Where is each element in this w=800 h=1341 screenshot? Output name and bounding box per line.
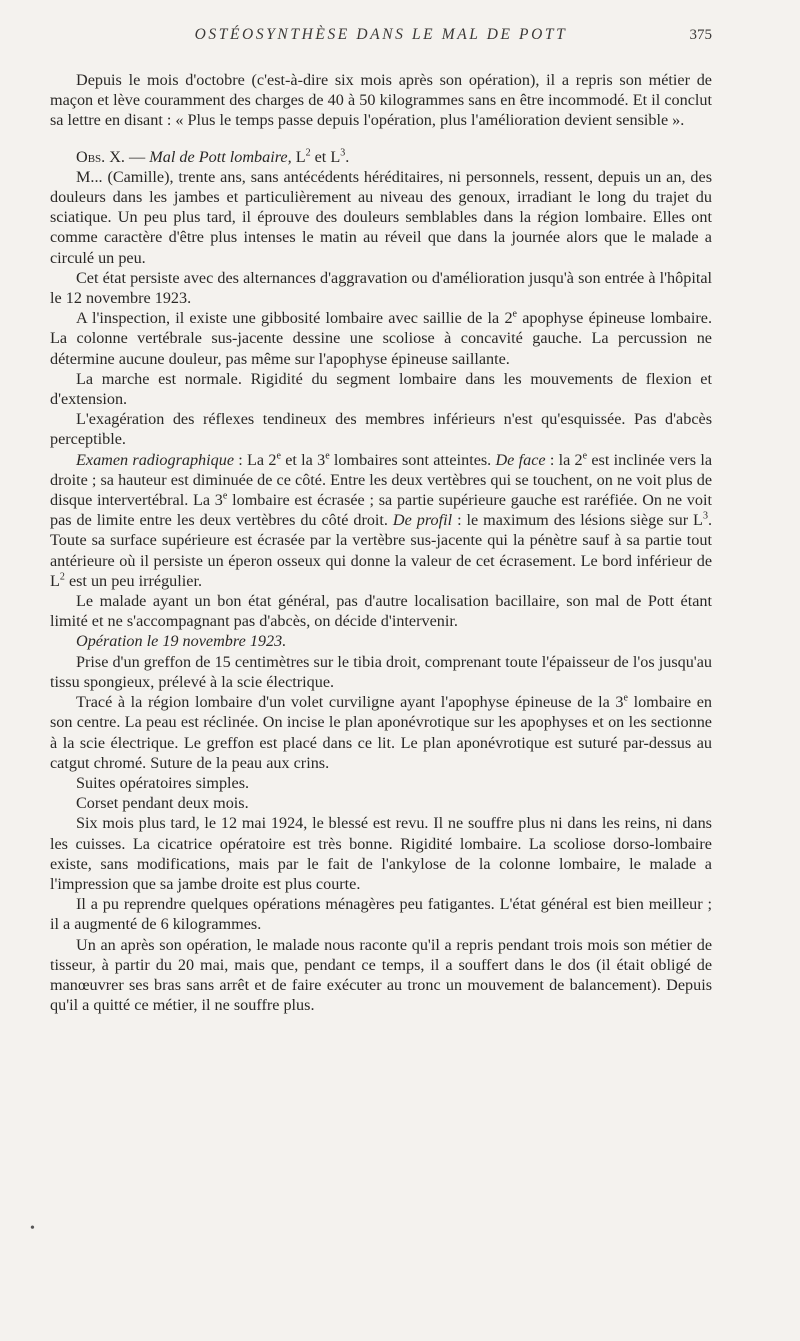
observation-label: Obs. X. <box>76 147 125 166</box>
paragraph-radiography: Examen radiographique : La 2e et la 3e lombaires sont atteintes. De face : la 2e est inclinée vers la droite ; sa hauteur est diminuée de ce côté. Entre les deux vertèbres qui se touchent, on ne voit plus de disque intervertébral. La 3e lombaire est écrasée ; sa partie supérieure gauche est raréfiée. On ne voit pas de limite entre les deux vertèbres du côté droit. De profil : le maximum des lésions siège sur $L^3$. Toute sa surface supérieure est écrasée par la vertèbre sus-jacente qui la pénètre sauf à sa partie tout antérieure où il persiste un éperon osseux qui donne la valeur de cet écrasement. Le bord inférieur de $L^2$ est un peu irrégulier. <box>50 450 713 590</box>
paragraph-gait: La marche est normale. Rigidité du segment lombaire dans les mouvements de flexion et d'extension. <box>50 369 712 409</box>
paragraph-corset: Corset pendant deux mois. <box>76 794 249 813</box>
radiography-title: Examen radiographique <box>76 450 235 469</box>
paragraph-general-state: Il a pu reprendre quelques opérations ménagères peu fatigantes. L'état général est bien meilleur ; il a augmenté de 6 kilogrammes. <box>50 895 712 934</box>
paragraph-reflexes: L'exagération des réflexes tendineux des membres inférieurs n'est qu'esquissée. Pas d'abcès perceptible. <box>50 410 712 449</box>
margin-mark: • <box>30 1221 35 1236</box>
paragraph-letter-conclusion: Depuis le mois d'octobre (c'est-à-dire six mois après son opération), il a repris son métier de maçon et lève couramment des charges de 40 à 50 kilogrammes sans en être incommodé. Et il conclut sa lettre en disant : « Plus le temps passe depuis l'opération, plus l'amélioration devient sensible ». <box>50 71 712 130</box>
paragraph-admission: Cet état persiste avec des alternances d'aggravation ou d'amélioration jusqu'à son entrée à l'hôpital le 12 novembre 1923. <box>50 268 712 308</box>
page-header <box>50 26 712 50</box>
paragraph-graft: Prise d'un greffon de 15 centimètres sur le tibia droit, comprenant toute l'épaisseur de l'os jusqu'au tissu spongieux, prélevé à la scie électrique. <box>50 652 712 691</box>
body-text <box>50 70 712 1015</box>
paragraph-inspection: A l'inspection, il existe une gibbosité lombaire avec saillie de la 2e apophyse épineuse lombaire. La colonne vertébrale sus-jacente dessine une scoliose à concavité gauche. La percussion ne détermine aucune douleur, pas même sur l'apophyse épineuse saillante. <box>50 308 712 368</box>
paragraph-operation-date: Opération le 19 novembre 1923. <box>76 632 287 651</box>
paragraph-decision: Le malade ayant un bon état général, pas d'autre localisation bacillaire, son mal de Pott étant limité et ne s'accompagnant pas d'abcès, on décide d'intervenir. <box>50 592 712 631</box>
paragraph-postop: Suites opératoires simples. <box>76 773 250 792</box>
paragraph-one-year: Un an après son opération, le malade nous raconte qu'il a repris pendant trois mois son métier de tisseur, à partir du 20 mai, mais que, pendant ce temps, il a souffert dans le dos (il était obligé de manœuvrer ses bras sans arrêt et de faire exécuter au tronc un mouvement de balancement). Depuis qu'il a quitté ce métier, il ne souffre plus. <box>50 935 712 1015</box>
paragraph-follow-up: Six mois plus tard, le 12 mai 1924, le blessé est revu. Il ne souffre plus ni dans les reins, ni dans les cuisses. La cicatrice opératoire est très bonne. Rigidité lombaire. La scoliose dorso-lombaire existe, sans modifications, mais par le fait de l'ankylose de la colonne lombaire, le malade a l'impression que sa jambe droite est plus courte. <box>50 814 712 893</box>
page-number: 375 <box>689 27 712 43</box>
observation-title: Mal de Pott lombaire, <box>149 147 292 166</box>
paragraph-procedure: Tracé à la région lombaire d'un volet curviligne ayant l'apophyse épineuse de la 3e lombaire en son centre. La peau est réclinée. On incise le plan aponévrotique sur les apophyses et on les sectionne à la scie électrique. Le greffon est placé dans ce lit. Le plan aponévrotique est suturé par-dessus au catgut chromé. Suture de la peau aux crins. <box>50 692 712 772</box>
observation-heading: Obs. X. — Mal de Pott lombaire, $L^2$ et $L^3$. <box>76 147 350 166</box>
running-title: OSTÉOSYNTHÈSE DANS LE MAL DE POTT <box>194 26 568 43</box>
paragraph-history: M... (Camille), trente ans, sans antécédents héréditaires, ni personnels, ressent, depuis un an, des douleurs dans les jambes et particulièrement au niveau des genoux, irradiant le long du trajet du sciatique. Un peu plus tard, il éprouve des douleurs semblables dans la région lombaire. Elles ont comme caractère d'être plus intenses le matin au réveil que dans la journée alors que le malade a circulé un peu. <box>50 167 712 267</box>
book-page <box>50 26 712 1316</box>
